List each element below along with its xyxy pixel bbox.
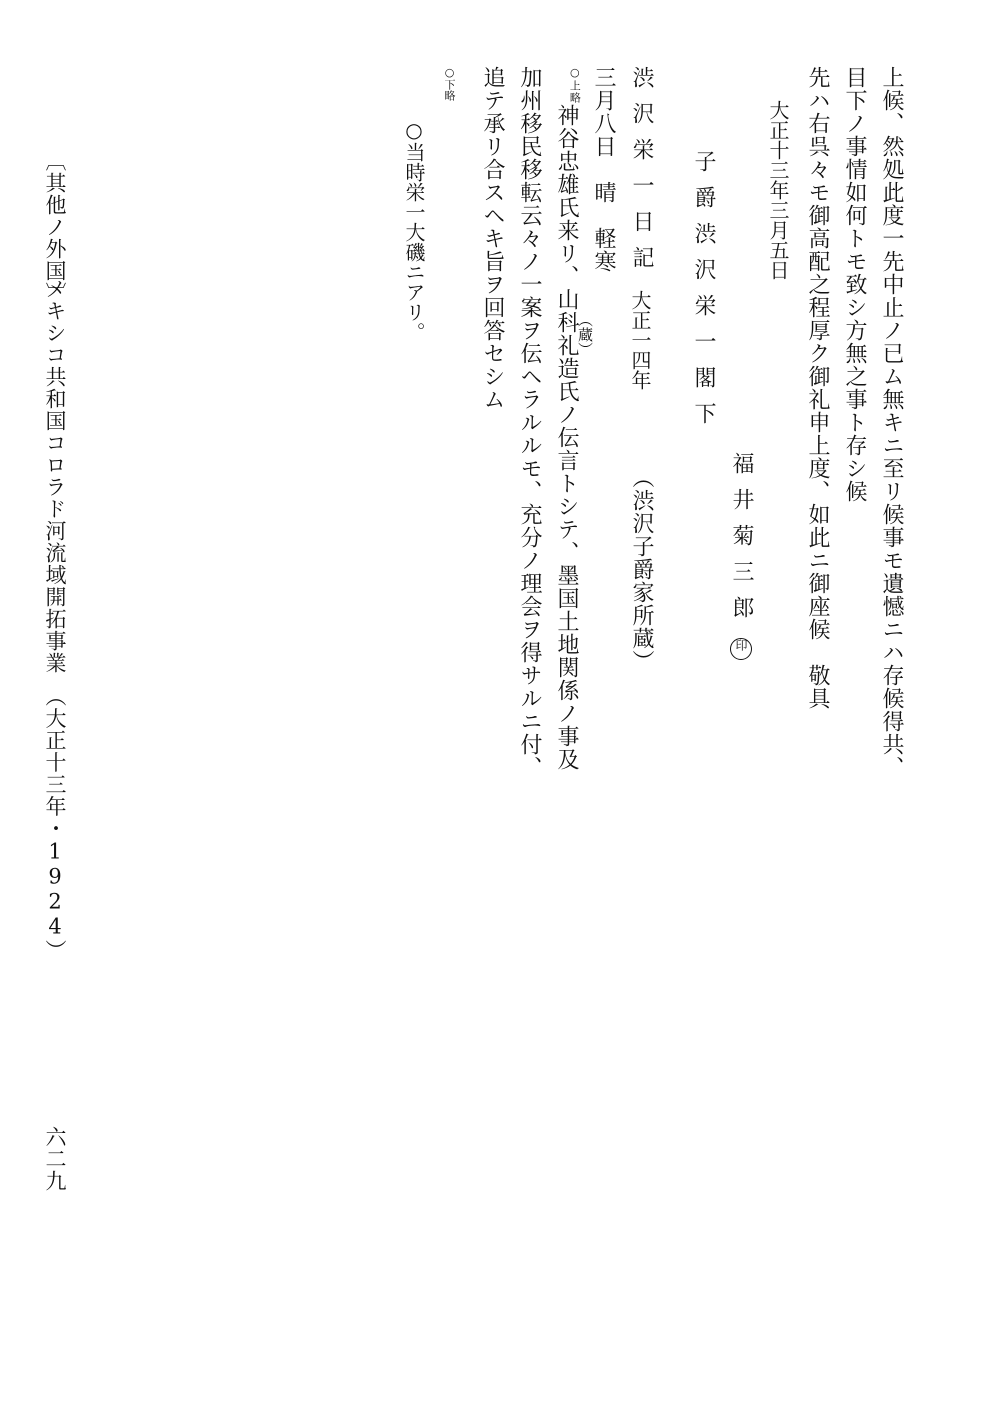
- diary-note: ○当時栄一大磯ニアリ。: [402, 118, 426, 342]
- letter-addressee: 子爵渋沢栄一閣下: [691, 150, 716, 438]
- diary-source: （渋沢子爵家所蔵）: [629, 466, 654, 673]
- letter-sender: 福井菊三郎: [729, 452, 754, 632]
- letter-sender-block: [729, 452, 754, 665]
- omission-note-bottom: ○下略: [443, 66, 456, 101]
- seal-stamp: 印: [730, 638, 752, 660]
- diary-body-line-2: 加州移民移転云々ノ一案ヲ伝ヘラルルモ、充分ノ理会ヲ得サルニ付、: [517, 66, 542, 779]
- omission-note-top: ○上略: [568, 66, 582, 104]
- running-header-title: メキシコ共和国コロラド河流域開拓事業 （大正十三年・1924）: [43, 278, 67, 962]
- letter-date: 大正十三年三月五日: [766, 100, 790, 280]
- page-number: 六二九: [43, 1126, 67, 1192]
- diary-date-line: 三月八日 晴 軽寒: [591, 66, 616, 273]
- diary-title: 渋沢栄一日記: [629, 66, 654, 282]
- diary-body-text-1: 神谷忠雄氏来リ、山科礼造氏ノ伝言トシテ、墨国土地関係ノ事及: [554, 104, 579, 771]
- diary-body-line-3: 追テ承リ合スヘキ旨ヲ回答セシム: [480, 66, 505, 411]
- letter-line-1: 上候、然処此度一先中止ノ已ム無キニ至リ候事モ遺憾ニハ存候得共、: [879, 66, 904, 779]
- diary-correction: （蔵）: [576, 312, 594, 357]
- diary-year: 大正一四年: [628, 290, 652, 390]
- letter-line-2: 目下ノ事情如何トモ致シ方無之事ト存シ候: [842, 66, 867, 503]
- running-header-section: 〔其他ノ外国〕: [43, 150, 67, 304]
- letter-line-3: 先ハ右呉々モ御高配之程厚ク御礼申上度、如此ニ御座候 敬具: [805, 66, 830, 710]
- diary-body-line-1: [555, 66, 580, 771]
